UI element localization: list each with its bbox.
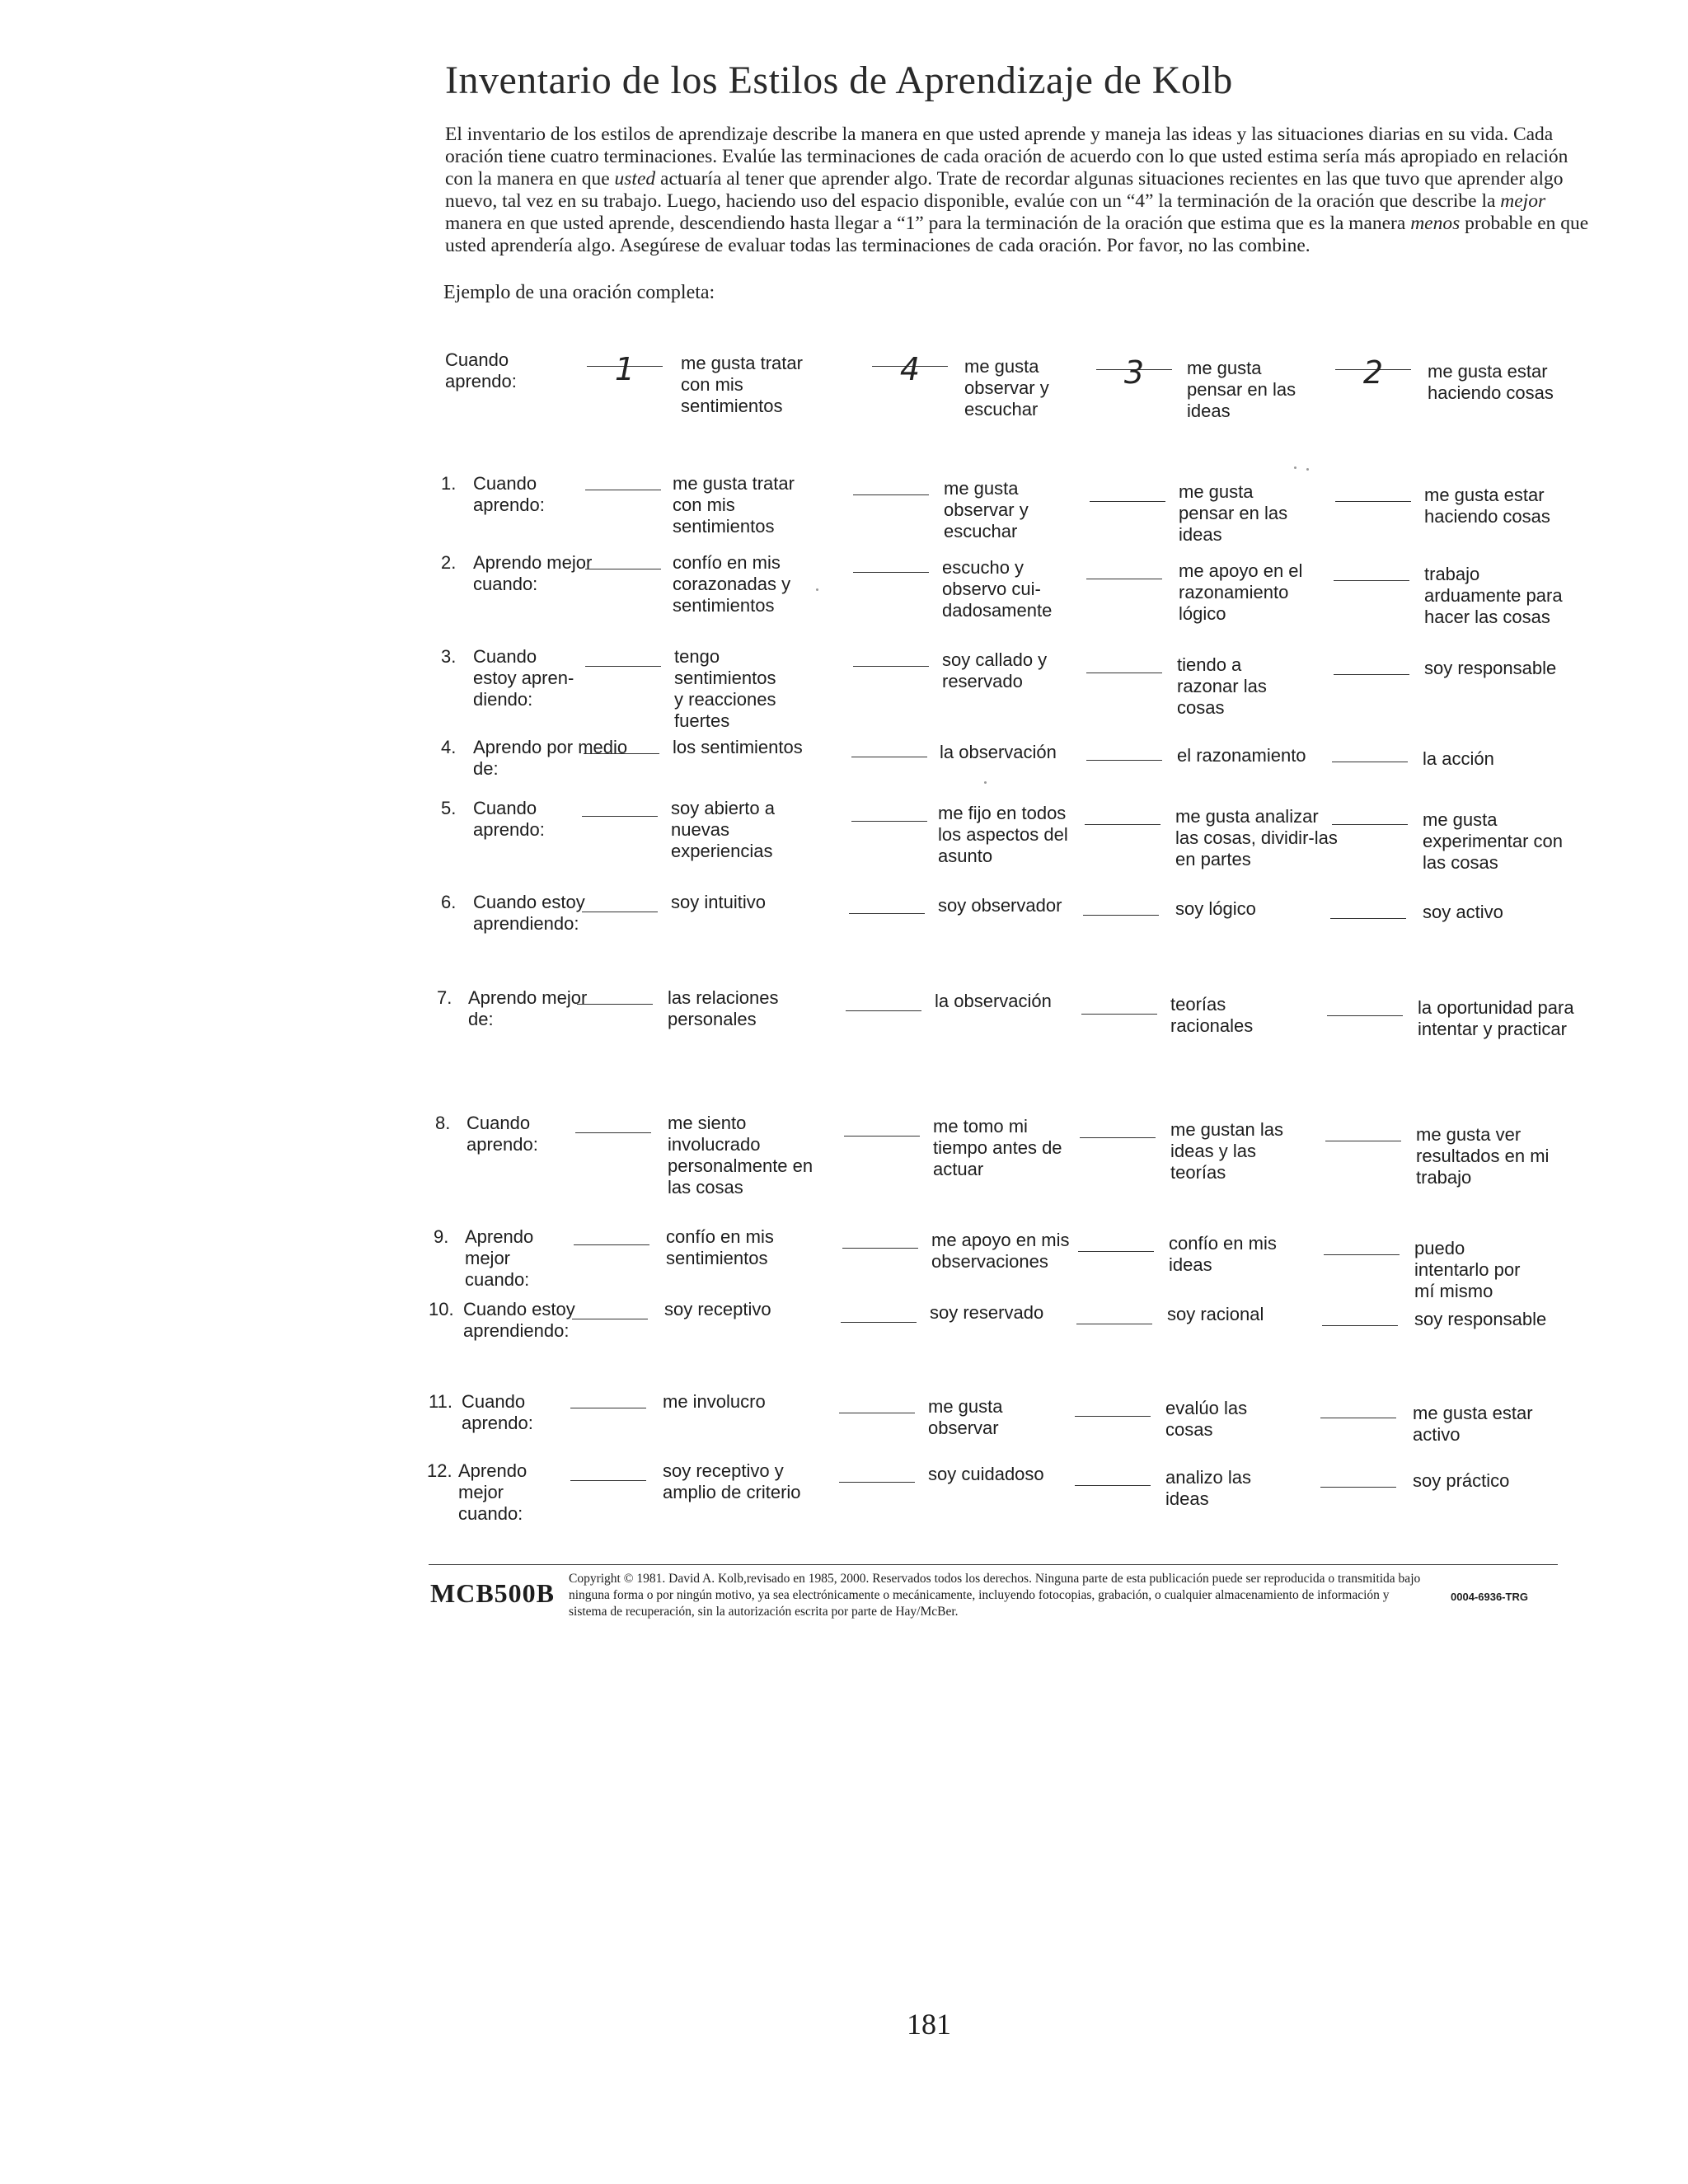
- item-stem: Cuando aprendo:: [462, 1391, 533, 1433]
- rating-blank[interactable]: [1334, 580, 1409, 581]
- form-code: MCB500B: [430, 1578, 555, 1608]
- rating-blank[interactable]: [1324, 1254, 1400, 1255]
- choice-3: soy lógico: [1175, 898, 1256, 919]
- choice-2: la observación: [935, 991, 1052, 1011]
- choice-1: me gusta tratar con mis sentimientos: [673, 473, 795, 537]
- item-stem: Cuando estoy apren-diendo:: [473, 646, 574, 710]
- rating-blank[interactable]: [1320, 1487, 1396, 1488]
- document-id: 0004-6936-TRG: [1451, 1591, 1528, 1603]
- example-choice-2: me gusta observar y escuchar: [964, 356, 1049, 419]
- example-rating-2-value: 4: [899, 351, 921, 387]
- rating-blank[interactable]: [575, 1132, 651, 1133]
- rating-blank[interactable]: [574, 1244, 649, 1245]
- item-row-8: [0, 1113, 1688, 1220]
- choice-3: el razonamiento: [1177, 745, 1306, 766]
- example-choice-4: me gusta estar haciendo cosas: [1428, 361, 1554, 403]
- rating-blank[interactable]: [1090, 501, 1165, 502]
- item-number: 2.: [441, 552, 457, 573]
- example-stem: Cuando aprendo:: [445, 349, 517, 391]
- item-row-12: [0, 1460, 1688, 1568]
- example-heading: Ejemplo de una oración completa:: [443, 282, 715, 303]
- example-rating-3: [1096, 354, 1172, 391]
- rating-blank[interactable]: [853, 572, 929, 573]
- choice-2: me gusta observar: [928, 1396, 1003, 1438]
- item-number: 9.: [434, 1226, 449, 1247]
- choice-3: tiendo a razonar las cosas: [1177, 654, 1267, 718]
- rating-blank[interactable]: [577, 1004, 653, 1005]
- intro-emphasis-mejor: mejor: [1500, 190, 1546, 212]
- choice-3: teorías racionales: [1170, 994, 1254, 1036]
- item-number: 1.: [441, 473, 457, 494]
- choice-4: puedo intentarlo por mí mismo: [1414, 1238, 1521, 1301]
- copyright-notice: Copyright © 1981. David A. Kolb,revisado en 1985, 2000. Reservados todos los derechos. Ninguna parte de esta publicación puede ser reproducida o transmitida bajo ninguna forma o por ningún motivo, ya sea electrónicamente o mecánicamente, incluyendo fotocopias, grabación, o cualquier almacenamiento de información y sistema de recuperación, sin la autorización escrita por parte de Hay/McBer.: [569, 1572, 1421, 1619]
- choice-2: soy callado y reservado: [942, 649, 1048, 691]
- item-number: 6.: [441, 892, 457, 912]
- choice-3: soy racional: [1167, 1304, 1264, 1324]
- choice-1: confío en mis sentimientos: [666, 1226, 774, 1268]
- rating-blank[interactable]: [1075, 1485, 1151, 1486]
- item-number: 10.: [429, 1299, 454, 1319]
- choice-4: me gusta estar activo: [1413, 1403, 1533, 1445]
- rating-blank[interactable]: [1080, 1137, 1156, 1138]
- item-number: 7.: [437, 987, 452, 1008]
- choice-4: me gusta experimentar con las cosas: [1423, 809, 1563, 873]
- item-stem: Aprendo mejor de:: [468, 987, 588, 1029]
- item-stem: Aprendo por medio de:: [473, 737, 628, 779]
- rating-blank[interactable]: [1078, 1251, 1154, 1252]
- example-rating-3-value: 3: [1123, 354, 1145, 391]
- example-rating-1: [587, 351, 663, 387]
- choice-3: me gusta analizar las cosas, dividir-las en partes: [1175, 806, 1338, 869]
- choice-4: soy responsable: [1414, 1309, 1547, 1329]
- example-choice-1: me gusta tratar con mis sentimientos: [681, 353, 803, 416]
- item-stem: Aprendo mejor cuando:: [473, 552, 593, 594]
- item-stem: Cuando estoy aprendiendo:: [463, 1299, 575, 1341]
- item-number: 11.: [429, 1391, 452, 1412]
- item-number: 3.: [441, 646, 457, 667]
- rating-blank[interactable]: [1330, 918, 1406, 919]
- choice-4: me gusta ver resultados en mi trabajo: [1416, 1124, 1550, 1188]
- choice-2: me apoyo en mis observaciones: [931, 1230, 1070, 1272]
- choice-3: evalúo las cosas: [1165, 1398, 1248, 1440]
- rating-blank[interactable]: [842, 1248, 918, 1249]
- item-stem: Cuando aprendo:: [473, 473, 545, 515]
- item-number: 8.: [435, 1113, 451, 1133]
- choice-4: trabajo arduamente para hacer las cosas: [1424, 564, 1563, 627]
- rating-blank[interactable]: [1086, 760, 1162, 761]
- rating-blank[interactable]: [853, 494, 929, 495]
- choice-3: confío en mis ideas: [1169, 1233, 1277, 1275]
- item-row-5: [0, 798, 1688, 905]
- example-rating-4-value: 2: [1362, 354, 1384, 391]
- choice-1: los sentimientos: [673, 737, 803, 757]
- rating-blank[interactable]: [582, 816, 658, 817]
- item-stem: Cuando aprendo:: [467, 1113, 538, 1155]
- choice-1: me siento involucrado personalmente en las cosas: [668, 1113, 814, 1197]
- item-stem: Cuando aprendo:: [473, 798, 545, 840]
- choice-1: las relaciones personales: [668, 987, 779, 1029]
- rating-blank[interactable]: [570, 1480, 646, 1481]
- page-number: 181: [907, 2008, 951, 2041]
- rating-blank[interactable]: [839, 1482, 915, 1483]
- choice-3: me apoyo en el razonamiento lógico: [1179, 560, 1303, 624]
- item-stem: Aprendo mejor cuando:: [465, 1226, 534, 1290]
- rating-blank[interactable]: [585, 666, 661, 667]
- item-number: 12.: [427, 1460, 452, 1481]
- choice-2: escucho y observo cui-dadosamente: [942, 557, 1053, 621]
- choice-1: confío en mis corazonadas y sentimientos: [673, 552, 791, 616]
- choice-3: me gustan las ideas y las teorías: [1170, 1119, 1283, 1183]
- intro-emphasis-usted: usted: [614, 168, 656, 190]
- choice-1: soy intuitivo: [671, 892, 766, 912]
- choice-1: soy abierto a nuevas experiencias: [671, 798, 775, 861]
- choice-4: soy activo: [1423, 902, 1503, 922]
- rating-blank[interactable]: [1075, 1416, 1151, 1417]
- example-row: [0, 349, 1688, 457]
- choice-2: me gusta observar y escuchar: [944, 478, 1029, 541]
- intro-text-3: manera en que usted aprende, descendiendo hasta llegar a “1” para la terminación de la oración que estima que es la manera: [445, 213, 1411, 234]
- choice-3: analizo las ideas: [1165, 1467, 1251, 1509]
- choice-2: la observación: [940, 742, 1057, 762]
- intro-text-1: El inventario de los estilos de aprendizaje describe la manera en que usted aprende y maneja las ideas y las situaciones diarias en su vida. Cada oración tiene cuatro terminaciones. Evalúe las terminaciones de cada oración de acuerdo con lo que usted estima sería más apropiado en relación con la manera en que: [445, 124, 1568, 190]
- scan-speck: [984, 781, 987, 784]
- item-row-2: [0, 552, 1688, 659]
- scan-speck: [1306, 468, 1309, 471]
- intro-emphasis-menos: menos: [1410, 213, 1461, 234]
- footer-divider: [429, 1564, 1558, 1565]
- rating-blank[interactable]: [841, 1322, 917, 1323]
- choice-2: me fijo en todos los aspectos del asunto: [938, 803, 1068, 866]
- choice-1: soy receptivo y amplio de criterio: [663, 1460, 801, 1502]
- choice-1: tengo sentimientos y reacciones fuertes: [674, 646, 776, 731]
- rating-blank[interactable]: [1081, 1014, 1157, 1015]
- rating-blank[interactable]: [853, 666, 929, 667]
- choice-4: la oportunidad para intentar y practicar: [1418, 997, 1574, 1039]
- rating-blank[interactable]: [1332, 824, 1408, 825]
- rating-blank[interactable]: [1322, 1325, 1398, 1326]
- item-stem: Aprendo mejor cuando:: [458, 1460, 528, 1524]
- rating-blank[interactable]: [1085, 824, 1160, 825]
- choice-4: soy responsable: [1424, 658, 1557, 678]
- choice-2: soy reservado: [930, 1302, 1044, 1323]
- item-number: 4.: [441, 737, 457, 757]
- item-number: 5.: [441, 798, 457, 818]
- rating-blank[interactable]: [849, 913, 925, 914]
- choice-1: soy receptivo: [664, 1299, 771, 1319]
- choice-2: me tomo mi tiempo antes de actuar: [933, 1116, 1062, 1179]
- rating-blank[interactable]: [1335, 501, 1411, 502]
- choice-4: la acción: [1423, 748, 1494, 769]
- choice-4: soy práctico: [1413, 1470, 1510, 1491]
- example-rating-2: [872, 351, 948, 387]
- choice-2: soy cuidadoso: [928, 1464, 1044, 1484]
- scan-speck: [816, 588, 818, 591]
- rating-blank[interactable]: [1083, 915, 1159, 916]
- item-stem: Cuando estoy aprendiendo:: [473, 892, 585, 934]
- item-row-6: [0, 892, 1688, 999]
- choice-1: me involucro: [663, 1391, 766, 1412]
- choice-3: me gusta pensar en las ideas: [1179, 481, 1288, 545]
- choice-4: me gusta estar haciendo cosas: [1424, 485, 1550, 527]
- intro-text-2: actuaría al tener que aprender algo. Trate de recordar algunas situaciones recientes en las que tuvo que aprender algo nuevo, tal vez en su trabajo. Luego, haciendo uso del espacio disponible, evalúe con un “4” la terminación de la oración que describe la: [445, 168, 1564, 212]
- rating-blank[interactable]: [851, 821, 927, 822]
- item-row-7: [0, 987, 1688, 1094]
- example-choice-3: me gusta pensar en las ideas: [1187, 358, 1296, 421]
- rating-blank[interactable]: [846, 1010, 921, 1011]
- scan-speck: [1294, 466, 1296, 469]
- rating-blank[interactable]: [1334, 674, 1409, 675]
- example-rating-4: [1335, 354, 1411, 391]
- choice-2: soy observador: [938, 895, 1062, 916]
- rating-blank[interactable]: [1327, 1015, 1403, 1016]
- example-rating-1-value: 1: [614, 351, 635, 387]
- rating-blank[interactable]: [844, 1136, 920, 1137]
- page-title: Inventario de los Estilos de Aprendizaje de Kolb: [445, 59, 1233, 102]
- intro-text-4: probable en que usted aprendería algo. Asegúrese de evaluar todas las terminaciones de cada oración. Por favor, no las combine.: [445, 213, 1589, 256]
- rating-blank[interactable]: [584, 753, 659, 754]
- item-row-10: [0, 1299, 1688, 1406]
- intro-paragraph: [445, 124, 1599, 257]
